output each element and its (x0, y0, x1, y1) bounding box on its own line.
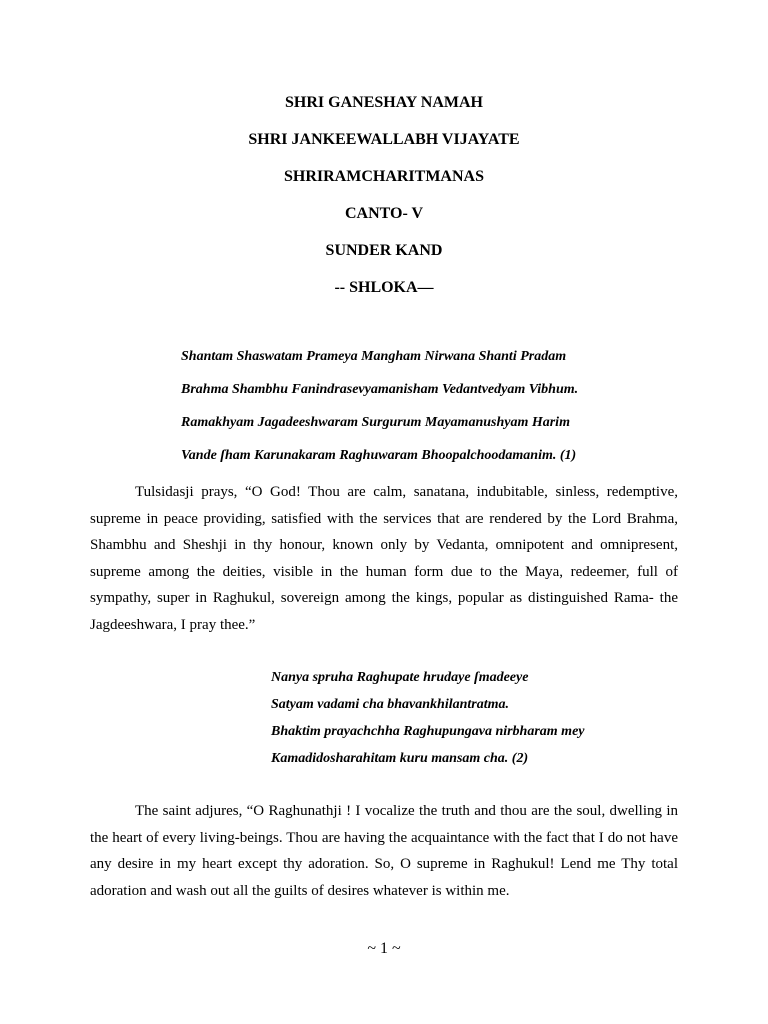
commentary-paragraph-1 (90, 479, 678, 639)
verse-line: Vande ſham Karunakaram Raghuwaram Bhoopalchoodamanim. (1) (181, 448, 577, 463)
verse-line: Ramakhyam Jagadeeshwaram Surgurum Mayamanushyam Harim (181, 415, 570, 430)
invocation-jankeewallabh: SHRI JANKEEWALLABH VIJAYATE (248, 131, 520, 148)
book-title: SHRIRAMCHARITMANAS (283, 168, 484, 185)
shloka-1 (181, 348, 701, 480)
commentary-paragraph-2 (90, 798, 678, 904)
paragraph-text: Tulsidasji prays, “O God! Thou are calm, sanatana, indubitable, sinless, redemptive, supreme in peace providing, satisfied with the services that are rendered by the Lord Brahma, Shambhu and Sheshji in thy honour, known only by Vedanta, omnipotent and omnipresent, supreme among the deities, visible in the human form due to the Maya, redeemer, full of sympathy, super in Raghukul, sovereign among the kings, popular as distinguished Rama- the Jagdeeshwara, I pray thee.” (90, 484, 678, 633)
invocation-ganesh: SHRI GANESHAY NAMAH (285, 94, 483, 111)
canto-number: CANTO- V (344, 205, 424, 222)
shloka-2 (271, 669, 691, 777)
section-label-shloka: -- SHLOKA— (334, 279, 434, 296)
verse-line: Bhaktim prayachchha Raghupungava nirbharam mey (271, 724, 585, 739)
verse-line: Shantam Shaswatam Prameya Mangham Nirwana Shanti Pradam (181, 349, 567, 364)
kand-title: SUNDER KAND (325, 242, 443, 259)
verse-line: Kamadidosharahitam kuru mansam cha. (2) (271, 751, 529, 766)
verse-line: Brahma Shambhu Fanindrasevyamanisham Vedantvedyam Vibhum. (181, 382, 579, 397)
title-block (0, 94, 768, 316)
verse-line: Nanya spruha Raghupate hrudaye ſmadeeye (271, 670, 529, 685)
verse-line: Satyam vadami cha bhavankhilantratma. (271, 697, 510, 712)
page-number: ~ 1 ~ (367, 940, 401, 957)
paragraph-text: The saint adjures, “O Raghunathji ! I vocalize the truth and thou are the soul, dwelling in the heart of every living-beings. Thou are having the acquaintance with the fact that I do not have any desire in my heart except thy adoration. So, O supreme in Raghukul! Lend me Thy total adoration and wash out all the guilts of desires whatever is within me. (90, 803, 678, 899)
